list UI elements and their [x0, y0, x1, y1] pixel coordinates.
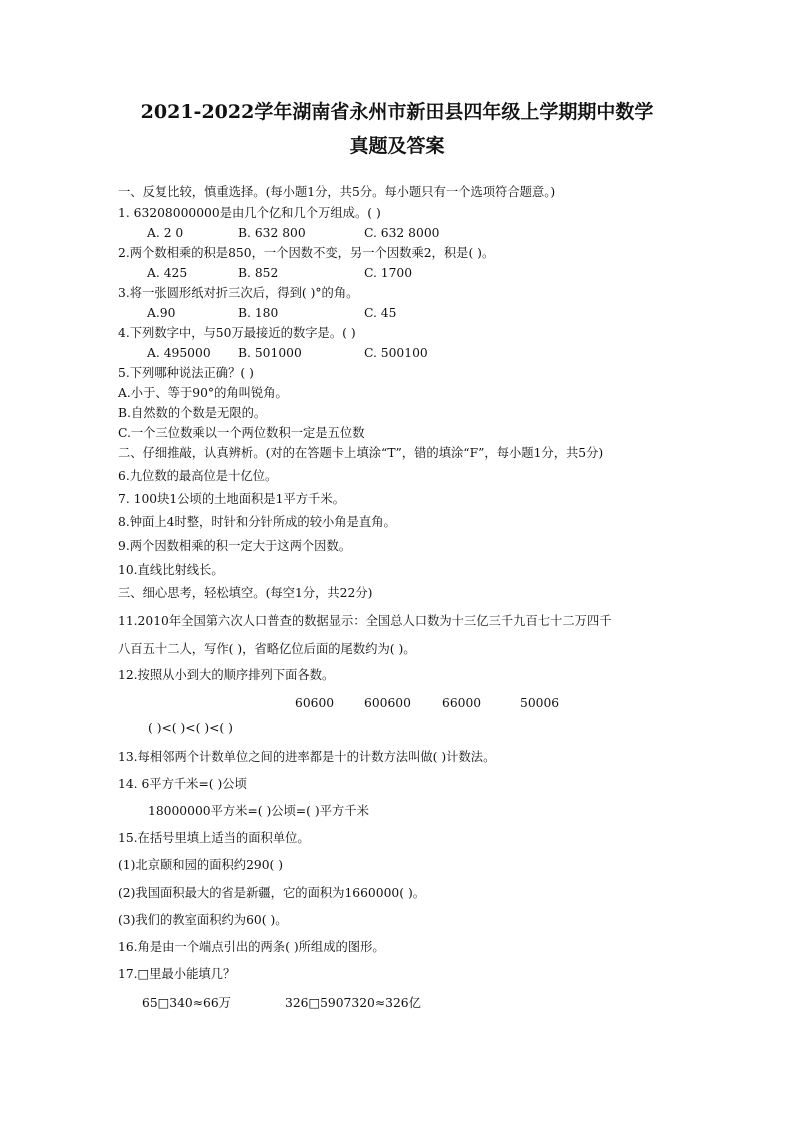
question-17: 17.□里最小能填几？ [118, 967, 236, 981]
q17-item-a: 65□340≈66万 [142, 996, 231, 1010]
q12-number-1: 60600 [295, 696, 335, 710]
q5-statement-a: A.小于、等于90°的角叫锐角。 [118, 386, 288, 400]
question-15-part-3: (3)我们的教室面积约为60( )。 [118, 913, 288, 927]
question-16: 16.角是由一个端点引出的两条( )所组成的图形。 [118, 940, 385, 954]
question-3: 3.将一张圆形纸对折三次后，得到( )°的角。 [118, 286, 359, 300]
q12-number-3: 66000 [442, 696, 482, 710]
q1-option-b: B. 632 800 [238, 226, 306, 240]
question-13: 13.每相邻两个计数单位之间的进率都是十的计数方法叫做( )计数法。 [118, 750, 496, 764]
q12-number-4: 50006 [520, 696, 560, 710]
q1-option-a: A. 2 0 [147, 226, 184, 240]
question-15-part-2: (2)我国面积最大的省是新疆，它的面积为1660000( )。 [118, 886, 426, 900]
q12-number-2: 600600 [364, 696, 411, 710]
q3-option-c: C. 45 [364, 306, 397, 320]
section-3-heading: 三、细心思考，轻松填空。(每空1分，共22分) [118, 586, 373, 600]
question-10: 10.直线比射线长。 [118, 563, 224, 577]
question-15-part-1: (1)北京颐和园的面积约290( ) [118, 858, 284, 872]
q2-option-c: C. 1700 [364, 266, 413, 280]
section-1-heading: 一、反复比较，慎重选择。(每小题1分，共5分。每小题只有一个选项符合题意。) [118, 185, 556, 199]
q1-option-c: C. 632 8000 [364, 226, 440, 240]
question-4: 4.下列数字中，与50万最接近的数字是。( ) [118, 326, 356, 340]
q12-answer-blanks: ( )<( )<( )<( ) [148, 721, 233, 735]
q3-option-b: B. 180 [238, 306, 279, 320]
question-14-line1: 14. 6平方千米=( )公顷 [118, 777, 247, 791]
question-1: 1. 63208000000是由几个亿和几个万组成。( ) [118, 206, 381, 220]
q17-item-b: 326□5907320≈326亿 [285, 996, 421, 1010]
q2-option-a: A. 425 [147, 266, 188, 280]
q3-option-a: A.90 [147, 306, 176, 320]
question-8: 8.钟面上4时整，时针和分针所成的较小角是直角。 [118, 515, 396, 529]
question-11-line2: 八百五十二人，写作( )，省略亿位后面的尾数约为( )。 [118, 642, 416, 656]
q4-option-a: A. 495000 [147, 346, 211, 360]
q4-option-c: C. 500100 [364, 346, 428, 360]
document-title-line2: 真题及答案 [349, 135, 445, 157]
question-6: 6.九位数的最高位是十亿位。 [118, 469, 278, 483]
question-15: 15.在括号里填上适当的面积单位。 [118, 831, 310, 845]
question-9: 9.两个因数相乘的积一定大于这两个因数。 [118, 539, 352, 553]
question-2: 2.两个数相乘的积是850，一个因数不变，另一个因数乘2，积是( )。 [118, 246, 495, 260]
q4-option-b: B. 501000 [238, 346, 302, 360]
document-title-line1: 2021-2022学年湖南省永州市新田县四年级上学期期中数学 [140, 101, 654, 123]
question-12: 12.按照从小到大的顺序排列下面各数。 [118, 668, 335, 682]
section-2-heading: 二、仔细推敲，认真辨析。(对的在答题卡上填涂“T”，错的填涂“F”，每小题1分，共5分) [118, 446, 604, 460]
q5-statement-c: C.一个三位数乘以一个两位数积一定是五位数 [118, 426, 365, 440]
q2-option-b: B. 852 [238, 266, 279, 280]
q5-statement-b: B.自然数的个数是无限的。 [118, 406, 267, 420]
question-7: 7. 100块1公顷的土地面积是1平方千米。 [118, 492, 345, 506]
question-5: 5.下列哪种说法正确？( ) [118, 366, 254, 380]
question-14-line2: 18000000平方米=( )公顷=( )平方千米 [148, 804, 369, 818]
question-11-line1: 11.2010年全国第六次人口普查的数据显示：全国总人口数为十三亿三千九百七十二万四千 [118, 614, 612, 628]
